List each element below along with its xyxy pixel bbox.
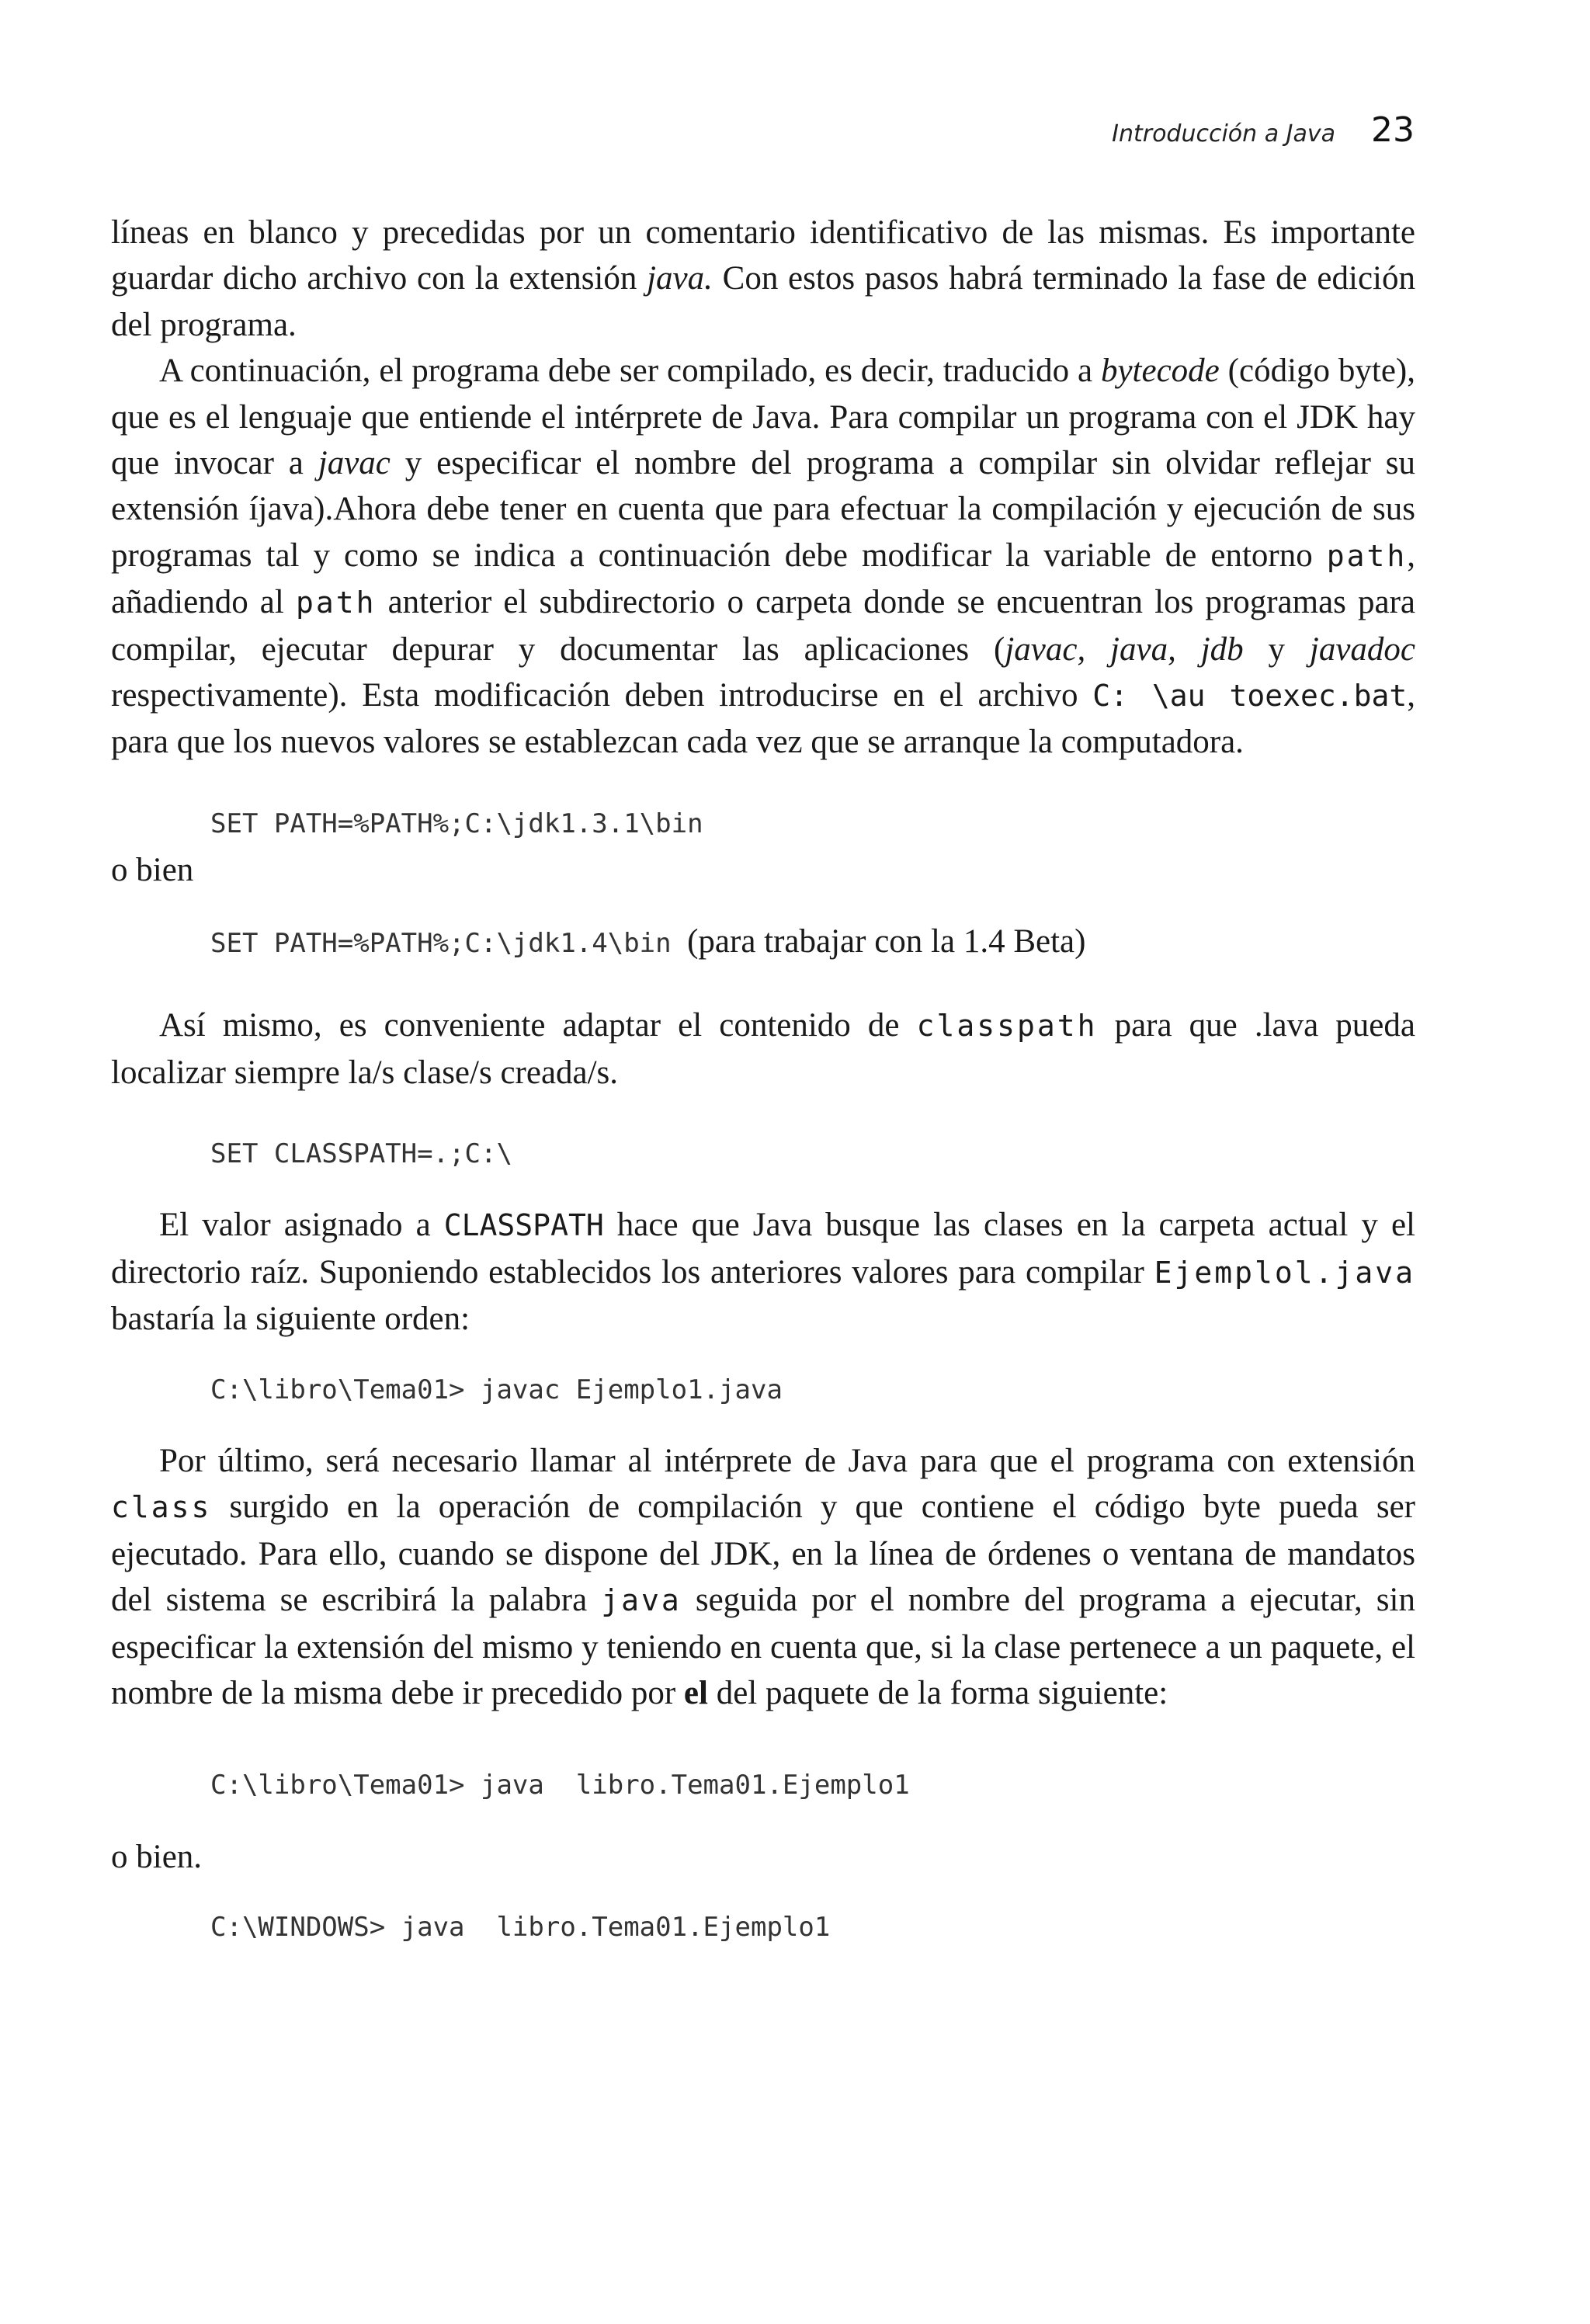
code-line-java-windows: C:\WINDOWS> java libro.Tema01.Ejemplo1 [210, 1912, 831, 1944]
paragraph-4-text: hace que Java busque las clases en la carpeta actual y el directorio raíz. Suponiendo establecidos los anteriores valores para compilar [111, 1207, 1415, 1291]
paragraph-1 [111, 210, 1415, 348]
code-classpath-upper: CLASSPATH [443, 1208, 604, 1243]
paragraph-4-text: bastaría la siguiente orden: [111, 1301, 470, 1338]
code-line-path-14 [111, 919, 1415, 967]
paragraph-5 [111, 1438, 1415, 1716]
code-text: SET PATH=%PATH%;C:\jdk1.4\bin [210, 927, 672, 959]
paragraph-1-extension: java. [647, 260, 713, 297]
code-note: (para trabajar con la 1.4 Beta) [687, 922, 1086, 960]
paragraph-2-text: y [1243, 631, 1310, 668]
term-tools: javac, java, jdb [1005, 631, 1244, 668]
running-head [932, 110, 1415, 150]
page-number: 23 [1371, 110, 1415, 150]
code-line-javac: C:\libro\Tema01> javac Ejemplo1.java [210, 1374, 783, 1405]
paragraph-1-text: líneas en blanco y precedidas por un comentario identificativo de las mismas. Es importante guardar dicho archivo con la extensión [111, 214, 1415, 297]
paragraph-3 [111, 1002, 1415, 1096]
paragraph-1-end: Con estos pasos habrá terminado la fase de edición del programa. [111, 260, 1415, 343]
code-path: path [1326, 538, 1408, 573]
code-path: path [295, 585, 377, 620]
code-classpath: classpath [916, 1009, 1098, 1044]
code-java: java [601, 1583, 682, 1618]
page-body [111, 210, 1415, 1951]
paragraph-2-text: , para que los nuevos valores se establezcan cada vez que se arranque la computadora. [111, 677, 1415, 761]
paragraph-2-text: respectivamente). Esta modificación deben introducirse en el archivo [111, 677, 1093, 714]
paragraph-5-text: Por último, será necesario llamar al intérprete de Java para que el programa con extensión [159, 1442, 1415, 1479]
code-line-classpath: SET CLASSPATH=.;C:\ [210, 1138, 512, 1169]
running-head-title: Introducción a Java [1112, 120, 1335, 148]
paragraph-3-text: para que .lava pueda localizar siempre la/s clase/s creada/s. [111, 1007, 1415, 1091]
paragraph-2-text: y especificar el nombre del programa a compilar sin olvidar reflejar su extensión íjava).Ahora debe tener en cuenta que para efectuar la compilación y ejecución de sus programas tal y como se indica a continuación debe modificar la variable de entorno [111, 445, 1416, 574]
paragraph-2-text: (código byte), que es el lenguaje que entiende el intérprete de Java. Para compilar un programa con el JDK hay que invocar a [111, 353, 1416, 482]
paragraph-5-text: del paquete de la forma siguiente: [707, 1674, 1168, 1711]
code-line-path-13: SET PATH=%PATH%;C:\jdk1.3.1\bin [210, 808, 703, 839]
code-autoexec: C: \au toexec.bat [1092, 679, 1408, 714]
paragraph-2-text: anterior el subdirectorio o carpeta donde se encuentran los programas para compilar, ejecutar depurar y documentar las aplicaciones ( [111, 584, 1415, 668]
code-line-java-run: C:\libro\Tema01> java libro.Tema01.Ejemplo1 [210, 1770, 910, 1801]
bold-el: el [683, 1674, 708, 1711]
or-label: o bien. [111, 1838, 203, 1875]
code-ejemplo-filename: Ejemplol.java [1154, 1255, 1415, 1290]
paragraph-5-text: seguida por el nombre del programa a ejecutar, sin especificar la extensión del mismo y teniendo en cuenta que, si la clase pertenece a un paquete, el nombre de la misma debe ir precedido por [111, 1582, 1415, 1711]
term-javadoc: javadoc [1309, 631, 1416, 668]
paragraph-2-text: A continuación, el programa debe ser compilado, es decir, traducido a [159, 353, 1101, 390]
paragraph-4 [111, 1202, 1415, 1342]
paragraph-2-text: , añadiendo al [111, 537, 1415, 621]
paragraph-4-text: El valor asignado a [159, 1207, 444, 1244]
term-javac: javac [318, 445, 391, 482]
term-bytecode: bytecode [1100, 353, 1220, 390]
paragraph-5-text: surgido en la operación de compilación y que contiene el código byte pueda ser ejecutado. Para ello, cuando se dispone del JDK, en la línea de órdenes o ventana de mandatos del sistema se escribirá la palabra [111, 1489, 1415, 1619]
or-label: o bien [111, 852, 194, 889]
paragraph-2 [111, 348, 1415, 766]
code-class: class [111, 1490, 212, 1525]
paragraph-3-text: Así mismo, es conveniente adaptar el contenido de [159, 1007, 917, 1044]
